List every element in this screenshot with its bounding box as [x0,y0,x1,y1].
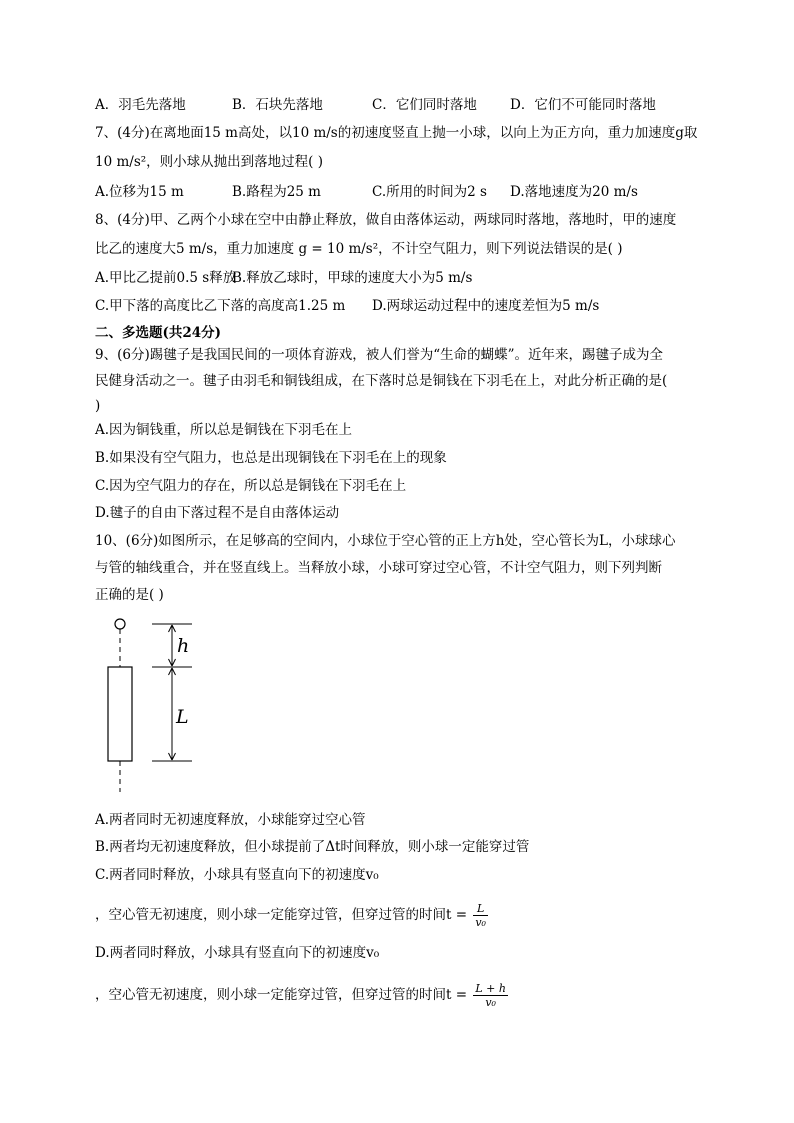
q10-option-a: A.两者同时无初速度释放，小球能穿过空心管 [95,812,366,828]
q10-stem-line3: 正确的是( ) [95,587,164,603]
q10-option-b: B.两者均无初速度释放，但小球提前了Δt时间释放，则小球一定能穿过管 [95,839,530,855]
q7-option-c: C.所用的时间为2 s [372,184,487,200]
q9-option-a: A.因为铜钱重，所以总是铜钱在下羽毛在上 [95,422,353,438]
q9-stem-line1: 9、(6分)踢毽子是我国民间的一项体育游戏，被人们誉为“生命的蝴蝶”。近年来，踢毽子成为全 [95,347,664,363]
q9-option-c: C.因为空气阻力的存在，所以总是铜钱在下羽毛在上 [95,478,407,494]
q10-option-c-line2 [95,902,488,929]
q8-stem-line1: 8、(4分)甲、乙两个小球在空中由静止释放，做自由落体运动，两球同时落地，落地时，甲的速度 [95,212,677,228]
fraction-numerator: L + h [475,982,506,995]
q7-option-b: B.路程为25 m [232,184,321,200]
fraction-denominator: v₀ [473,995,508,1009]
hollow-tube [108,667,132,761]
q8-option-c: C.甲下落的高度比乙下落的高度高1.25 m [95,298,346,314]
q6-option-b: B．石块先落地 [232,97,323,113]
q9-stem-line3: ) [95,398,101,414]
q6-option-a: A．羽毛先落地 [95,97,186,113]
q7-option-a: A.位移为15 m [95,184,184,200]
q8-option-a: A.甲比乙提前0.5 s释放 [95,270,237,286]
q6-option-d: D．它们不可能同时落地 [510,97,656,113]
q8-stem-line2: 比乙的速度大5 m/s，重力加速度 g = 10 m/s²，不计空气阻力，则下列说法错误的是( ) [95,241,623,257]
q10-stem-line2: 与管的轴线重合，并在竖直线上。当释放小球，小球可穿过空心管，不计空气阻力，则下列判断 [95,560,662,576]
label-h: h [177,635,190,657]
q7-stem-line1: 7、(4分)在离地面15 m高处，以10 m/s的初速度竖直上抛一小球，以向上为正方向，重力加速度g取 [95,125,698,141]
q10-option-c-line1: C.两者同时释放，小球具有竖直向下的初速度v₀ [95,867,379,883]
q7-option-d: D.落地速度为20 m/s [510,184,638,200]
q10-option-c-text: ，空心管无初速度，则小球一定能穿过管，但穿过管的时间t = [95,907,468,923]
ball-icon [115,619,125,629]
q10-stem-line1: 10、(6分)如图所示，在足够高的空间内，小球位于空心管的正上方h处，空心管长为L，小球球心 [95,533,676,549]
q10-figure [100,612,210,797]
fraction-denominator: v₀ [475,916,486,929]
q10-option-d-line2 [95,982,508,1009]
q9-stem-line2: 民健身活动之一。毽子由羽毛和铜钱组成，在下落时总是铜钱在下羽毛在上，对此分析正确的是( [95,373,668,389]
q9-option-d: D.毽子的自由下落过程不是自由落体运动 [95,505,340,521]
q6-option-c: C．它们同时落地 [372,97,477,113]
q9-option-b: B.如果没有空气阻力，也总是出现铜钱在下羽毛在上的现象 [95,450,447,466]
q10-option-d-text: ，空心管无初速度，则小球一定能穿过管，但穿过管的时间t = [95,987,468,1003]
q7-stem-line2: 10 m/s²，则小球从抛出到落地过程( ) [95,154,323,170]
label-L: L [176,706,189,728]
fraction-L-plus-h-over-v0 [473,982,508,1009]
q10-option-d-line1: D.两者同时释放，小球具有竖直向下的初速度v₀ [95,945,380,961]
q8-option-d: D.两球运动过程中的速度差恒为5 m/s [372,298,600,314]
fraction-numerator: L [476,902,485,915]
q8-option-b: B.释放乙球时，甲球的速度大小为5 m/s [232,270,473,286]
fraction-L-over-v0 [473,902,488,929]
section-title: 二、多选题(共24分) [95,325,222,341]
